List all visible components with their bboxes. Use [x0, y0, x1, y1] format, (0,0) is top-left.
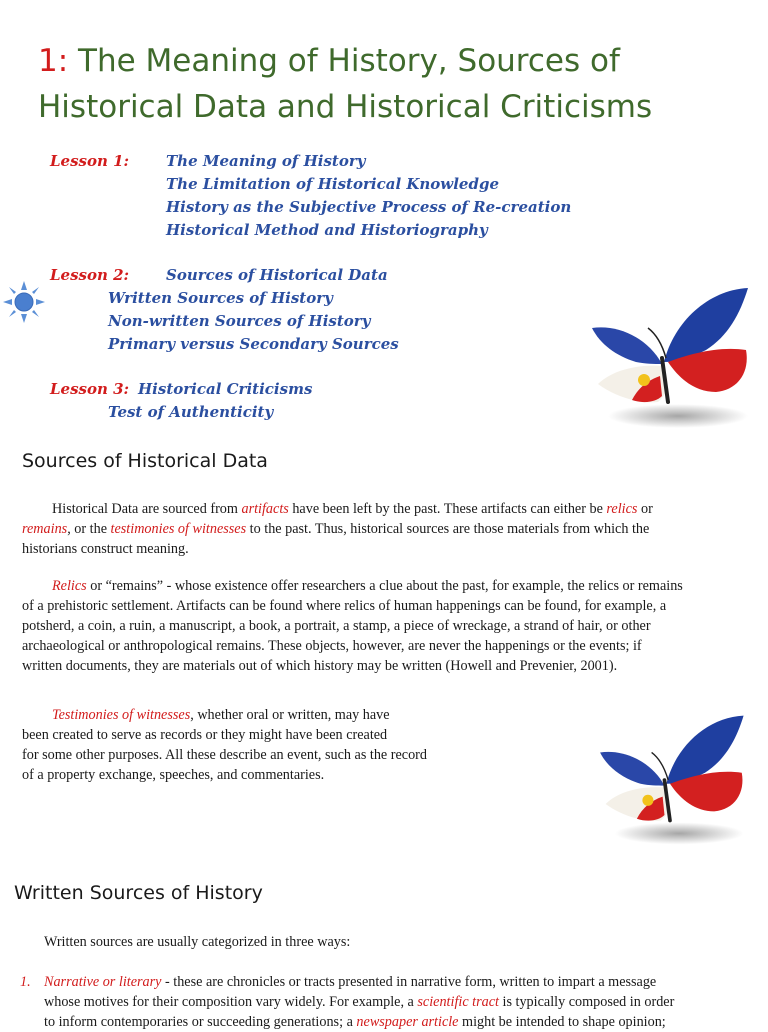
term-relics: relics — [606, 501, 638, 517]
term-testimonies: testimonies of witnesses — [110, 521, 247, 537]
text: or “remains” - whose existence offer researchers a clue about the past, for example, the relics or remains — [86, 578, 683, 594]
lesson-1-item: The Meaning of History — [166, 152, 366, 170]
text: for some other purposes. All these describe an event, such as the record — [22, 747, 428, 763]
flag-butterfly-image — [578, 284, 758, 434]
paragraph-relics — [22, 576, 762, 676]
title-number: 1: — [38, 43, 69, 79]
title-line-2: Historical Data and Historical Criticisms — [38, 89, 653, 125]
text: or — [637, 501, 653, 517]
lesson-2-item: Sources of Historical Data — [166, 266, 388, 284]
term-newspaper-article: newspaper article — [356, 1014, 459, 1030]
text: been created to serve as records or they might have been created — [22, 727, 388, 743]
text: of a property exchange, speeches, and commentaries. — [22, 767, 325, 783]
term-artifacts: artifacts — [241, 501, 289, 517]
text: to the past. Thus, historical sources are those materials from which the — [246, 521, 650, 537]
text: archaeological or anthropological remains. These objects, however, are never the happenings or the events; if — [22, 638, 642, 654]
text: potsherd, a coin, a ruin, a manuscript, a book, a portrait, a stamp, a piece of wreckage, a strand of hair, or other — [22, 618, 651, 634]
text: might be intended to shape opinion; — [458, 1014, 666, 1030]
lesson-1-item: Historical Method and Historiography — [166, 221, 488, 239]
text: written documents, they are materials out of which history may be written (Howell and Prevenier, 2001). — [22, 658, 618, 674]
term-testimonies: Testimonies of witnesses — [52, 707, 191, 723]
lesson-1-item: History as the Subjective Process of Re-creation — [166, 198, 572, 216]
term-scientific-tract: scientific tract — [417, 994, 499, 1010]
lesson-2-label: Lesson 2: — [50, 266, 130, 284]
sun-icon — [2, 280, 46, 324]
term-relics: Relics — [52, 578, 87, 594]
title-line-1: The Meaning of History, Sources of — [68, 43, 620, 79]
text: of a prehistoric settlement. Artifacts can be found where relics of human happenings can be found, for example, a — [22, 598, 667, 614]
term-remains: remains — [22, 521, 68, 537]
section-heading-sources: Sources of Historical Data — [22, 450, 268, 472]
text: whose motives for their composition vary widely. For example, a — [44, 994, 418, 1010]
paragraph-historical-data — [22, 499, 752, 559]
list-number: 1. — [20, 974, 31, 990]
lesson-3-item: Test of Authenticity — [108, 403, 274, 421]
text: , or the — [67, 521, 111, 537]
lesson-2-item: Written Sources of History — [108, 289, 333, 307]
paragraph-written-intro: Written sources are usually categorized in three ways: — [44, 934, 351, 950]
paragraph-testimonies — [22, 705, 582, 785]
text: , whether oral or written, may have — [190, 707, 390, 723]
text: Historical Data are sourced from — [52, 501, 242, 517]
lesson-3-item: Historical Criticisms — [138, 380, 313, 398]
text: historians construct meaning. — [22, 541, 189, 557]
lesson-1-label: Lesson 1: — [50, 152, 130, 170]
section-heading-written-sources: Written Sources of History — [14, 882, 263, 904]
lesson-2-item: Primary versus Secondary Sources — [108, 335, 399, 353]
lesson-1-item: The Limitation of Historical Knowledge — [166, 175, 499, 193]
list-item-text — [44, 972, 744, 1032]
term-narrative: Narrative or literary — [44, 974, 162, 990]
text: to inform contemporaries or succeeding generations; a — [44, 1014, 357, 1030]
lesson-3-label: Lesson 3: — [50, 380, 130, 398]
text: is typically composed in order — [498, 994, 675, 1010]
text: have been left by the past. These artifacts can either be — [288, 501, 607, 517]
text: - these are chronicles or tracts presented in narrative form, written to impart a message — [161, 974, 657, 990]
lesson-2-item: Non-written Sources of History — [108, 312, 371, 330]
flag-butterfly-image — [585, 712, 755, 850]
